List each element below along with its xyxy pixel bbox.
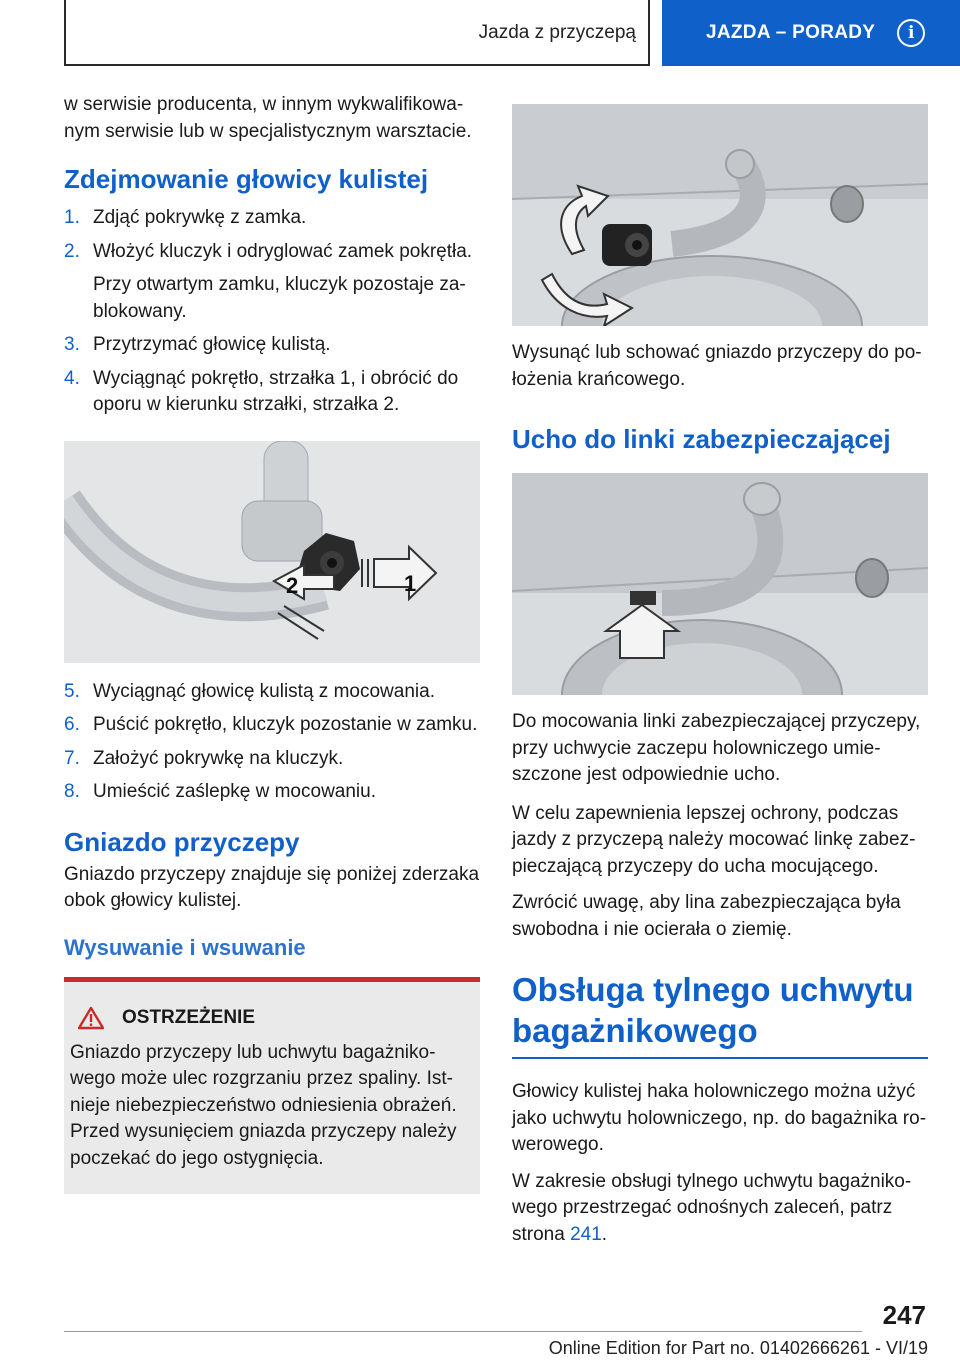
list-item: 7. Założyć pokrywkę na kluczyk. bbox=[64, 747, 344, 769]
list-item: 1. Zdjąć pokrywkę z zamka. bbox=[64, 207, 307, 228]
info-icon[interactable]: i bbox=[897, 19, 925, 47]
right-column bbox=[512, 104, 928, 1258]
socket-figure-caption: Wysunąć lub schować gniazdo przyczepy do położenia krańcowego. bbox=[512, 342, 922, 390]
intro-paragraph: w serwisie producenta, w innym wykwalifikowanym serwisie lub w specjalistycznym warsztacie. bbox=[64, 94, 472, 142]
header-chapter-tab[interactable] bbox=[662, 0, 960, 66]
heading-rack-block bbox=[512, 969, 928, 1059]
eye-paragraph-3: Zwrócić uwagę, aby lina zabezpieczająca była swobodna i nie ocierała o ziemię. bbox=[512, 892, 901, 940]
footer-divider bbox=[64, 1331, 862, 1332]
warning-box bbox=[64, 977, 480, 1195]
warning-text: Gniazdo przyczepy lub uchwytu bagażnikowego może ulec rozgrzaniu przez spaliny. Istnieje niebezpieczeństwo odniesienia obrażeń. Przed wysunięciem gniazda przyczepy należy poczekać do jego ostygnięcia. bbox=[70, 1041, 457, 1169]
heading-trailer-socket: Gniazdo przyczepy bbox=[64, 826, 300, 857]
list-item: 6. Puścić pokrętło, kluczyk pozostanie w zamku. bbox=[64, 714, 478, 735]
eye-illustration bbox=[512, 473, 928, 695]
figure-eye-illustration bbox=[512, 473, 928, 695]
eye-paragraph-2: W celu zapewnienia lepszej ochrony, podczas jazdy z przyczepą należy mocować linkę zabezpieczającą przyczepy do ucha mocującego. bbox=[512, 802, 916, 877]
list-item: 8. Umieścić zaślepkę w mocowaniu. bbox=[64, 781, 376, 802]
heading-extend-retract: Wysuwanie i wsuwanie bbox=[64, 934, 306, 960]
page-reference-link[interactable]: 241 bbox=[570, 1223, 602, 1245]
knob-illustration bbox=[64, 441, 480, 663]
figure-label-1: 1 bbox=[404, 570, 417, 596]
list-item: 3. Przytrzymać głowicę kulistą. bbox=[64, 334, 331, 355]
warning-icon bbox=[78, 1006, 104, 1030]
header-chapter-label: JAZDA – PORADY bbox=[706, 22, 876, 43]
socket-paragraph: Gniazdo przyczepy znajduje się poniżej zderzaka obok głowicy kulistej. bbox=[64, 863, 480, 911]
rack-paragraph-2: W zakresie obsługi tylnego uchwytu bagażnikowego przestrzegać odnośnych zaleceń, patrz strona 241. bbox=[512, 1170, 912, 1245]
socket-illustration bbox=[512, 104, 928, 326]
heading-rear-carrier: Obsługa tylnego uchwytu bagażnikowego bbox=[512, 971, 914, 1049]
list-item: 5. Wyciągnąć głowicę kulistą z mocowania. bbox=[64, 680, 435, 702]
figure-label-2: 2 bbox=[286, 572, 299, 598]
warning-title-row bbox=[78, 1006, 468, 1030]
list-item: 2. Włożyć kluczyk i odryglować zamek pokrętła. Przy otwartym zamku, kluczyk pozostaje zablokowany. bbox=[64, 240, 473, 322]
figure-knob-illustration bbox=[64, 441, 480, 663]
warning-title: OSTRZEŻENIE bbox=[122, 1006, 256, 1028]
heading-remove-ball-head: Zdejmowanie głowicy kulistej bbox=[64, 164, 429, 194]
figure-socket-illustration bbox=[512, 104, 928, 326]
eye-paragraph-1: Do mocowania linki zabezpieczającej przyczepy, przy uchwycie zaczepu holowniczego umieszczone jest odpowiednie ucho. bbox=[512, 711, 921, 785]
footer-edition: Online Edition for Part no. 01402666261 - VI/19 bbox=[548, 1338, 928, 1358]
page-number: 247 bbox=[882, 1300, 926, 1330]
list-item: 4. Wyciągnąć pokrętło, strzałka 1, i obrócić do oporu w kierunku strzałki, strzałka 2. bbox=[64, 367, 459, 415]
rack-paragraph-1: Głowicy kulistej haka holowniczego można użyć jako uchwytu holowniczego, np. do bagażnika rowerowego. bbox=[512, 1081, 927, 1155]
left-column bbox=[64, 92, 480, 1194]
steps-list-a bbox=[64, 205, 480, 419]
header-section-title: Jazda z przyczepą bbox=[478, 22, 636, 43]
steps-list-b bbox=[64, 679, 480, 806]
heading-safety-cable-eye: Ucho do linki zabezpieczającej bbox=[512, 424, 891, 454]
